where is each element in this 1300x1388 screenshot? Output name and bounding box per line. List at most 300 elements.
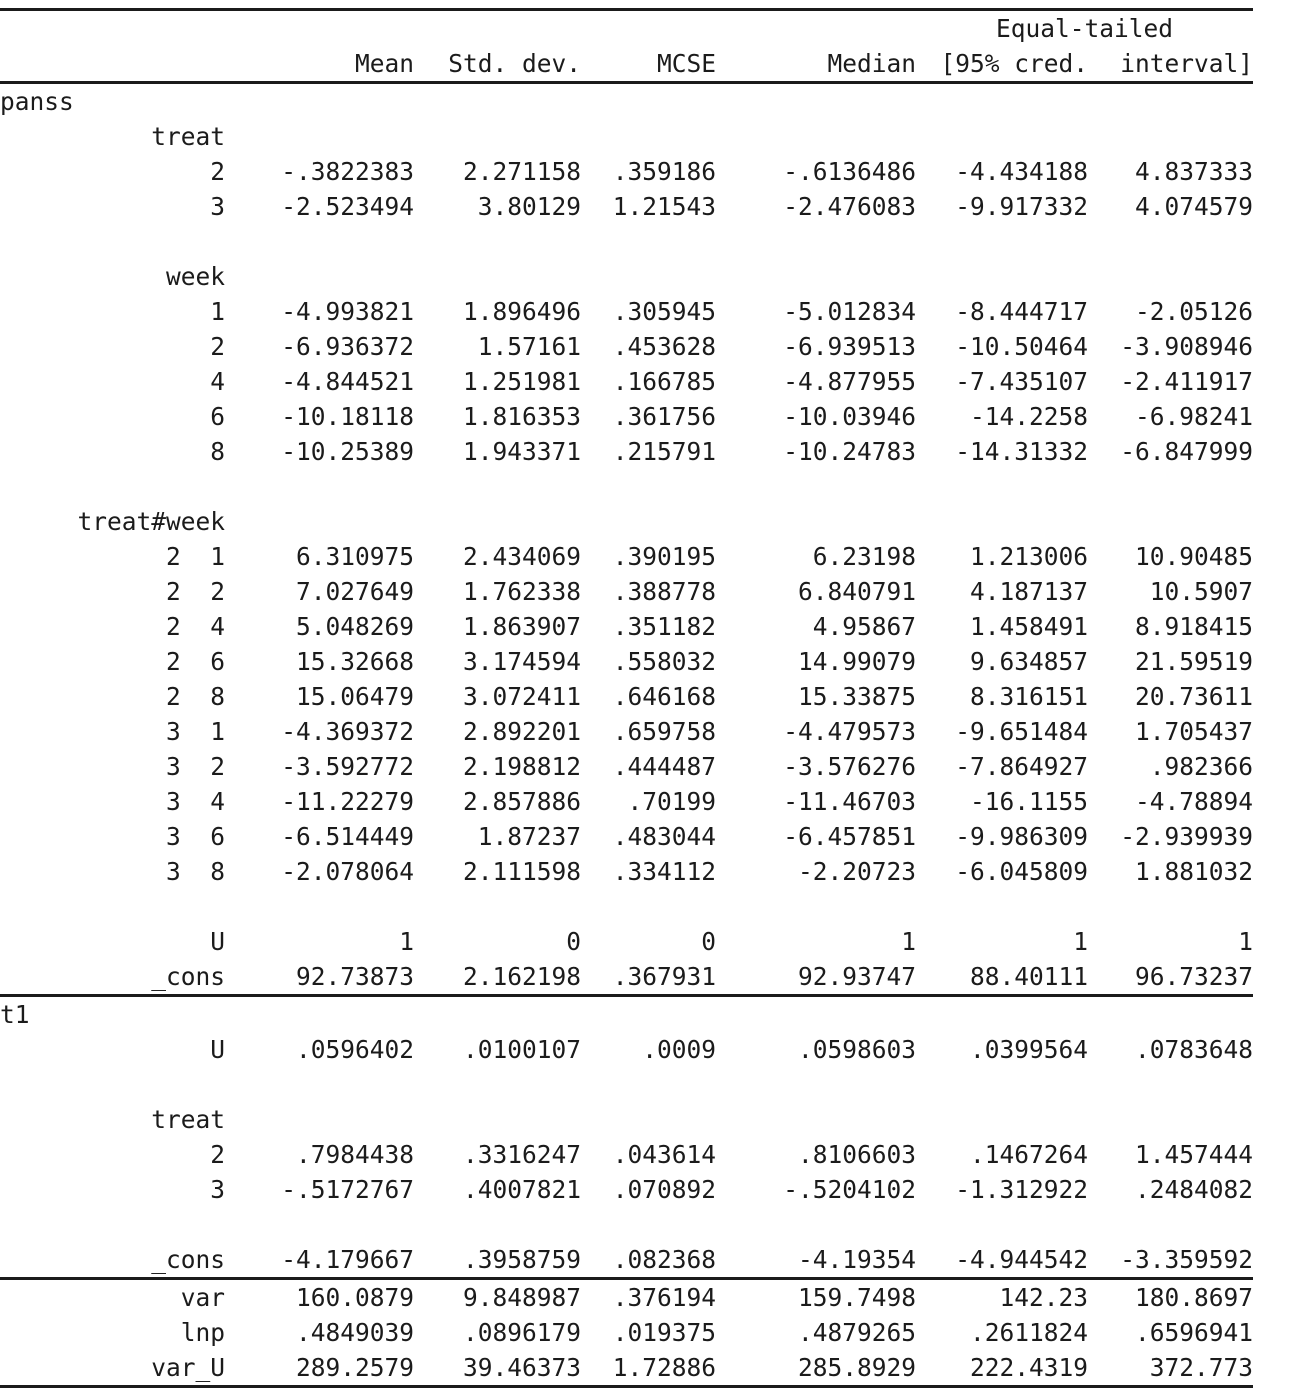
spacer-cell bbox=[242, 1067, 414, 1102]
column-divider bbox=[225, 1067, 242, 1102]
cell-std-dev: 1.762338 bbox=[414, 574, 581, 609]
cell-std-dev: 0 bbox=[414, 924, 581, 959]
row-label: 3 8 bbox=[0, 854, 225, 889]
equation-empty-cell bbox=[242, 84, 414, 119]
cell-ci-upper: 180.8697 bbox=[1088, 1280, 1253, 1315]
cell-mcse: 1.21543 bbox=[581, 189, 716, 224]
spacer-cell bbox=[414, 1067, 581, 1102]
row-label: 2 4 bbox=[0, 609, 225, 644]
cell-std-dev: 3.80129 bbox=[414, 189, 581, 224]
group-empty-cell bbox=[916, 1102, 1088, 1137]
cell-ci-upper: -6.847999 bbox=[1088, 434, 1253, 469]
spacer-cell bbox=[414, 1207, 581, 1242]
equation-empty-cell bbox=[916, 997, 1088, 1032]
cell-std-dev: 1.896496 bbox=[414, 294, 581, 329]
cell-ci-upper: 21.59519 bbox=[1088, 644, 1253, 679]
cell-std-dev: 1.57161 bbox=[414, 329, 581, 364]
cell-ci-upper: 10.90485 bbox=[1088, 539, 1253, 574]
column-header-mean: Mean bbox=[242, 46, 414, 83]
column-divider bbox=[225, 679, 242, 714]
equation-empty-cell bbox=[1088, 84, 1253, 119]
cell-std-dev: 2.271158 bbox=[414, 154, 581, 189]
table-row bbox=[0, 294, 1253, 329]
cell-ci-upper: .0783648 bbox=[1088, 1032, 1253, 1067]
variance-row bbox=[0, 1280, 1253, 1315]
column-header-std-dev: Std. dev. bbox=[414, 46, 581, 83]
table-row bbox=[0, 1137, 1253, 1172]
row-label: _cons bbox=[0, 1242, 225, 1279]
cell-ci-lower: 8.316151 bbox=[916, 679, 1088, 714]
column-divider bbox=[225, 46, 242, 83]
column-divider bbox=[225, 399, 242, 434]
spacer-cell bbox=[1088, 889, 1253, 924]
column-divider bbox=[225, 784, 242, 819]
cell-std-dev: 39.46373 bbox=[414, 1350, 581, 1387]
cell-median: 6.840791 bbox=[716, 574, 916, 609]
row-label: 3 4 bbox=[0, 784, 225, 819]
group-empty-cell bbox=[414, 1102, 581, 1137]
cell-mean: -4.993821 bbox=[242, 294, 414, 329]
row-label: 3 bbox=[0, 189, 225, 224]
spacer-label bbox=[0, 469, 225, 504]
spacer-cell bbox=[1088, 224, 1253, 259]
variance-row bbox=[0, 1350, 1253, 1387]
spacer-label bbox=[0, 224, 225, 259]
group-empty-cell bbox=[716, 119, 916, 154]
cell-mcse: .70199 bbox=[581, 784, 716, 819]
equation-empty-cell bbox=[414, 84, 581, 119]
cell-mcse: .082368 bbox=[581, 1242, 716, 1279]
cell-ci-upper: -3.908946 bbox=[1088, 329, 1253, 364]
table-row bbox=[0, 924, 1253, 959]
spacer-cell bbox=[581, 469, 716, 504]
cell-mcse: .367931 bbox=[581, 959, 716, 996]
spacer-label bbox=[0, 1207, 225, 1242]
cell-mcse: .390195 bbox=[581, 539, 716, 574]
cell-ci-lower: 1 bbox=[916, 924, 1088, 959]
row-label: lnp bbox=[0, 1315, 225, 1350]
cell-median: -4.19354 bbox=[716, 1242, 916, 1279]
cell-ci-lower: -7.435107 bbox=[916, 364, 1088, 399]
column-divider bbox=[225, 749, 242, 784]
equation-empty-cell bbox=[716, 84, 916, 119]
cell-median: 159.7498 bbox=[716, 1280, 916, 1315]
spacer-cell bbox=[716, 1207, 916, 1242]
column-divider bbox=[225, 714, 242, 749]
spacer-cell bbox=[1088, 1067, 1253, 1102]
group-label-row bbox=[0, 119, 1253, 154]
column-divider bbox=[225, 1172, 242, 1207]
cell-ci-upper: -3.359592 bbox=[1088, 1242, 1253, 1279]
cell-std-dev: 2.857886 bbox=[414, 784, 581, 819]
cell-mean: -10.25389 bbox=[242, 434, 414, 469]
cell-ci-upper: 20.73611 bbox=[1088, 679, 1253, 714]
table-row bbox=[0, 819, 1253, 854]
group-empty-cell bbox=[242, 259, 414, 294]
cell-ci-lower: 1.213006 bbox=[916, 539, 1088, 574]
column-divider bbox=[225, 189, 242, 224]
cell-median: 14.99079 bbox=[716, 644, 916, 679]
cell-std-dev: 1.251981 bbox=[414, 364, 581, 399]
cell-mcse: .388778 bbox=[581, 574, 716, 609]
group-empty-cell bbox=[414, 504, 581, 539]
cell-mcse: .659758 bbox=[581, 714, 716, 749]
cell-mean: 7.027649 bbox=[242, 574, 414, 609]
cell-std-dev: .3316247 bbox=[414, 1137, 581, 1172]
table-row bbox=[0, 714, 1253, 749]
group-empty-cell bbox=[916, 259, 1088, 294]
group-empty-cell bbox=[581, 1102, 716, 1137]
row-label: 2 2 bbox=[0, 574, 225, 609]
column-divider bbox=[225, 329, 242, 364]
cell-mean: 15.06479 bbox=[242, 679, 414, 714]
column-divider bbox=[225, 469, 242, 504]
row-label: 2 bbox=[0, 154, 225, 189]
spacer-cell bbox=[716, 1067, 916, 1102]
column-divider bbox=[225, 1137, 242, 1172]
group-empty-cell bbox=[716, 1102, 916, 1137]
cell-median: -2.476083 bbox=[716, 189, 916, 224]
table-row bbox=[0, 959, 1253, 996]
column-divider bbox=[225, 434, 242, 469]
column-divider bbox=[225, 924, 242, 959]
cell-median: -4.877955 bbox=[716, 364, 916, 399]
cell-mean: -10.18118 bbox=[242, 399, 414, 434]
cell-mean: -2.078064 bbox=[242, 854, 414, 889]
spacer-row bbox=[0, 1207, 1253, 1242]
spacer-label bbox=[0, 1067, 225, 1102]
equation-empty-cell bbox=[414, 997, 581, 1032]
cell-median: .8106603 bbox=[716, 1137, 916, 1172]
equation-name: panss bbox=[0, 84, 225, 119]
group-empty-cell bbox=[1088, 119, 1253, 154]
cell-ci-upper: -2.05126 bbox=[1088, 294, 1253, 329]
cell-median: -.6136486 bbox=[716, 154, 916, 189]
cell-mean: 160.0879 bbox=[242, 1280, 414, 1315]
equation-empty-cell bbox=[581, 997, 716, 1032]
cell-mean: .4849039 bbox=[242, 1315, 414, 1350]
spacer-cell bbox=[916, 224, 1088, 259]
cell-mean: -6.514449 bbox=[242, 819, 414, 854]
cell-median: 92.93747 bbox=[716, 959, 916, 996]
spacer-cell bbox=[581, 1067, 716, 1102]
column-divider bbox=[225, 224, 242, 259]
column-divider bbox=[225, 1350, 242, 1387]
cell-mcse: .444487 bbox=[581, 749, 716, 784]
column-divider bbox=[225, 1032, 242, 1067]
header-row-group bbox=[0, 11, 1253, 46]
cell-mean: 92.73873 bbox=[242, 959, 414, 996]
cell-mcse: .361756 bbox=[581, 399, 716, 434]
cell-ci-lower: .0399564 bbox=[916, 1032, 1088, 1067]
row-label: 2 6 bbox=[0, 644, 225, 679]
cell-std-dev: 2.198812 bbox=[414, 749, 581, 784]
group-empty-cell bbox=[1088, 504, 1253, 539]
group-label: treat bbox=[0, 119, 225, 154]
cell-ci-lower: 142.23 bbox=[916, 1280, 1088, 1315]
group-empty-cell bbox=[716, 504, 916, 539]
cell-mcse: .359186 bbox=[581, 154, 716, 189]
group-empty-cell bbox=[242, 504, 414, 539]
column-divider bbox=[225, 1102, 242, 1137]
table-row bbox=[0, 679, 1253, 714]
column-divider bbox=[225, 997, 242, 1032]
cell-median: -6.939513 bbox=[716, 329, 916, 364]
header-blank-cell bbox=[414, 11, 581, 46]
group-label: treat#week bbox=[0, 504, 225, 539]
cell-ci-upper: .2484082 bbox=[1088, 1172, 1253, 1207]
cell-ci-upper: 1.705437 bbox=[1088, 714, 1253, 749]
cell-ci-upper: 1 bbox=[1088, 924, 1253, 959]
row-label: 4 bbox=[0, 364, 225, 399]
cell-ci-upper: -4.78894 bbox=[1088, 784, 1253, 819]
table-row bbox=[0, 399, 1253, 434]
header-blank-label bbox=[0, 46, 225, 83]
cell-ci-upper: 10.5907 bbox=[1088, 574, 1253, 609]
group-empty-cell bbox=[242, 1102, 414, 1137]
cell-ci-lower: -16.1155 bbox=[916, 784, 1088, 819]
spacer-cell bbox=[716, 889, 916, 924]
column-divider bbox=[225, 539, 242, 574]
equation-empty-cell bbox=[716, 997, 916, 1032]
cell-ci-upper: .6596941 bbox=[1088, 1315, 1253, 1350]
table-row bbox=[0, 1172, 1253, 1207]
cell-mean: -4.369372 bbox=[242, 714, 414, 749]
cell-ci-upper: .982366 bbox=[1088, 749, 1253, 784]
cell-std-dev: .3958759 bbox=[414, 1242, 581, 1279]
column-header-median: Median bbox=[716, 46, 916, 83]
cell-mean: -.3822383 bbox=[242, 154, 414, 189]
cell-mean: -2.523494 bbox=[242, 189, 414, 224]
spacer-row bbox=[0, 1067, 1253, 1102]
group-empty-cell bbox=[414, 259, 581, 294]
table-row bbox=[0, 329, 1253, 364]
cell-mcse: .558032 bbox=[581, 644, 716, 679]
spacer-cell bbox=[581, 224, 716, 259]
row-label: 3 2 bbox=[0, 749, 225, 784]
cell-std-dev: 3.072411 bbox=[414, 679, 581, 714]
header-blank-label bbox=[0, 11, 225, 46]
cell-median: -6.457851 bbox=[716, 819, 916, 854]
table-row bbox=[0, 854, 1253, 889]
row-label: 3 bbox=[0, 1172, 225, 1207]
table-body bbox=[0, 10, 1253, 1388]
table-row bbox=[0, 749, 1253, 784]
cell-median: -4.479573 bbox=[716, 714, 916, 749]
column-divider bbox=[225, 364, 242, 399]
cell-median: .0598603 bbox=[716, 1032, 916, 1067]
group-label: treat bbox=[0, 1102, 225, 1137]
equation-empty-cell bbox=[1088, 997, 1253, 1032]
cell-mean: .0596402 bbox=[242, 1032, 414, 1067]
equation-empty-cell bbox=[916, 84, 1088, 119]
spacer-cell bbox=[716, 469, 916, 504]
row-label: _cons bbox=[0, 959, 225, 996]
cell-mean: 289.2579 bbox=[242, 1350, 414, 1387]
equation-empty-cell bbox=[581, 84, 716, 119]
cell-median: -.5204102 bbox=[716, 1172, 916, 1207]
cell-median: 1 bbox=[716, 924, 916, 959]
group-empty-cell bbox=[581, 119, 716, 154]
cell-mean: .7984438 bbox=[242, 1137, 414, 1172]
header-equal-tailed-label: Equal-tailed bbox=[916, 11, 1253, 46]
group-empty-cell bbox=[916, 504, 1088, 539]
cell-mcse: .453628 bbox=[581, 329, 716, 364]
equation-name-row bbox=[0, 84, 1253, 119]
cell-ci-upper: -6.98241 bbox=[1088, 399, 1253, 434]
spacer-cell bbox=[916, 469, 1088, 504]
cell-mcse: .019375 bbox=[581, 1315, 716, 1350]
column-divider bbox=[225, 854, 242, 889]
cell-mean: -4.179667 bbox=[242, 1242, 414, 1279]
cell-mcse: .043614 bbox=[581, 1137, 716, 1172]
cell-mcse: .0009 bbox=[581, 1032, 716, 1067]
spacer-cell bbox=[916, 1207, 1088, 1242]
column-divider bbox=[225, 119, 242, 154]
spacer-cell bbox=[242, 469, 414, 504]
table-row bbox=[0, 644, 1253, 679]
cell-ci-upper: 96.73237 bbox=[1088, 959, 1253, 996]
cell-std-dev: .0896179 bbox=[414, 1315, 581, 1350]
cell-mean: -3.592772 bbox=[242, 749, 414, 784]
spacer-cell bbox=[581, 1207, 716, 1242]
spacer-cell bbox=[1088, 1207, 1253, 1242]
cell-mcse: 0 bbox=[581, 924, 716, 959]
cell-ci-lower: -8.444717 bbox=[916, 294, 1088, 329]
row-label: 2 8 bbox=[0, 679, 225, 714]
table-row bbox=[0, 189, 1253, 224]
header-row-columns bbox=[0, 46, 1253, 83]
cell-mean: -.5172767 bbox=[242, 1172, 414, 1207]
group-empty-cell bbox=[414, 119, 581, 154]
spacer-cell bbox=[716, 224, 916, 259]
cell-ci-lower: -9.651484 bbox=[916, 714, 1088, 749]
cell-ci-upper: -2.939939 bbox=[1088, 819, 1253, 854]
spacer-cell bbox=[916, 889, 1088, 924]
cell-ci-lower: -4.434188 bbox=[916, 154, 1088, 189]
spacer-cell bbox=[414, 469, 581, 504]
cell-median: 4.95867 bbox=[716, 609, 916, 644]
row-label: var bbox=[0, 1280, 225, 1315]
cell-mean: 5.048269 bbox=[242, 609, 414, 644]
row-label: 3 1 bbox=[0, 714, 225, 749]
table-row bbox=[0, 1242, 1253, 1279]
table-row bbox=[0, 434, 1253, 469]
cell-ci-lower: .2611824 bbox=[916, 1315, 1088, 1350]
cell-median: -10.03946 bbox=[716, 399, 916, 434]
row-label: 6 bbox=[0, 399, 225, 434]
cell-mcse: .483044 bbox=[581, 819, 716, 854]
cell-mean: -11.22279 bbox=[242, 784, 414, 819]
cell-mcse: .070892 bbox=[581, 1172, 716, 1207]
row-label: 2 bbox=[0, 329, 225, 364]
cell-ci-lower: -9.917332 bbox=[916, 189, 1088, 224]
cell-median: 285.8929 bbox=[716, 1350, 916, 1387]
cell-mcse: .305945 bbox=[581, 294, 716, 329]
table-row bbox=[0, 1032, 1253, 1067]
cell-ci-lower: 1.458491 bbox=[916, 609, 1088, 644]
row-label: U bbox=[0, 924, 225, 959]
cell-ci-lower: -14.2258 bbox=[916, 399, 1088, 434]
row-label: 3 6 bbox=[0, 819, 225, 854]
cell-std-dev: 3.174594 bbox=[414, 644, 581, 679]
cell-ci-lower: 222.4319 bbox=[916, 1350, 1088, 1387]
column-divider bbox=[225, 644, 242, 679]
cell-std-dev: 2.162198 bbox=[414, 959, 581, 996]
spacer-label bbox=[0, 889, 225, 924]
cell-ci-lower: -7.864927 bbox=[916, 749, 1088, 784]
column-divider bbox=[225, 1242, 242, 1279]
cell-mcse: 1.72886 bbox=[581, 1350, 716, 1387]
cell-mean: -6.936372 bbox=[242, 329, 414, 364]
row-label: 2 bbox=[0, 1137, 225, 1172]
cell-median: 15.33875 bbox=[716, 679, 916, 714]
cell-mean: 6.310975 bbox=[242, 539, 414, 574]
cell-median: -3.576276 bbox=[716, 749, 916, 784]
column-divider bbox=[225, 1315, 242, 1350]
column-divider bbox=[225, 154, 242, 189]
spacer-row bbox=[0, 224, 1253, 259]
group-label-row bbox=[0, 259, 1253, 294]
group-empty-cell bbox=[716, 259, 916, 294]
spacer-row bbox=[0, 889, 1253, 924]
table-row bbox=[0, 609, 1253, 644]
cell-median: -2.20723 bbox=[716, 854, 916, 889]
spacer-cell bbox=[916, 1067, 1088, 1102]
table-row bbox=[0, 364, 1253, 399]
cell-std-dev: .0100107 bbox=[414, 1032, 581, 1067]
cell-median: 6.23198 bbox=[716, 539, 916, 574]
group-empty-cell bbox=[242, 119, 414, 154]
cell-mcse: .646168 bbox=[581, 679, 716, 714]
cell-median: -10.24783 bbox=[716, 434, 916, 469]
cell-ci-lower: 88.40111 bbox=[916, 959, 1088, 996]
column-divider bbox=[225, 819, 242, 854]
column-divider bbox=[225, 504, 242, 539]
row-label: var_U bbox=[0, 1350, 225, 1387]
group-label-row bbox=[0, 1102, 1253, 1137]
cell-mean: -4.844521 bbox=[242, 364, 414, 399]
column-header-mcse: MCSE bbox=[581, 46, 716, 83]
column-divider bbox=[225, 889, 242, 924]
column-divider bbox=[225, 259, 242, 294]
cell-ci-upper: 1.881032 bbox=[1088, 854, 1253, 889]
table-row bbox=[0, 539, 1253, 574]
column-divider bbox=[225, 574, 242, 609]
column-header-ci-lower: [95% cred. bbox=[916, 46, 1088, 83]
equation-name: t1 bbox=[0, 997, 225, 1032]
cell-std-dev: 1.87237 bbox=[414, 819, 581, 854]
equation-name-row bbox=[0, 997, 1253, 1032]
cell-mcse: .215791 bbox=[581, 434, 716, 469]
group-empty-cell bbox=[916, 119, 1088, 154]
cell-std-dev: 1.943371 bbox=[414, 434, 581, 469]
cell-mcse: .351182 bbox=[581, 609, 716, 644]
header-blank-cell bbox=[716, 11, 916, 46]
cell-std-dev: 2.111598 bbox=[414, 854, 581, 889]
spacer-cell bbox=[242, 889, 414, 924]
variance-row bbox=[0, 1315, 1253, 1350]
row-label: U bbox=[0, 1032, 225, 1067]
group-empty-cell bbox=[1088, 259, 1253, 294]
column-divider bbox=[225, 84, 242, 119]
cell-mcse: .166785 bbox=[581, 364, 716, 399]
cell-ci-upper: 4.837333 bbox=[1088, 154, 1253, 189]
cell-ci-lower: 9.634857 bbox=[916, 644, 1088, 679]
row-label: 1 bbox=[0, 294, 225, 329]
stata-estimation-output bbox=[0, 8, 1300, 1385]
cell-ci-upper: 8.918415 bbox=[1088, 609, 1253, 644]
